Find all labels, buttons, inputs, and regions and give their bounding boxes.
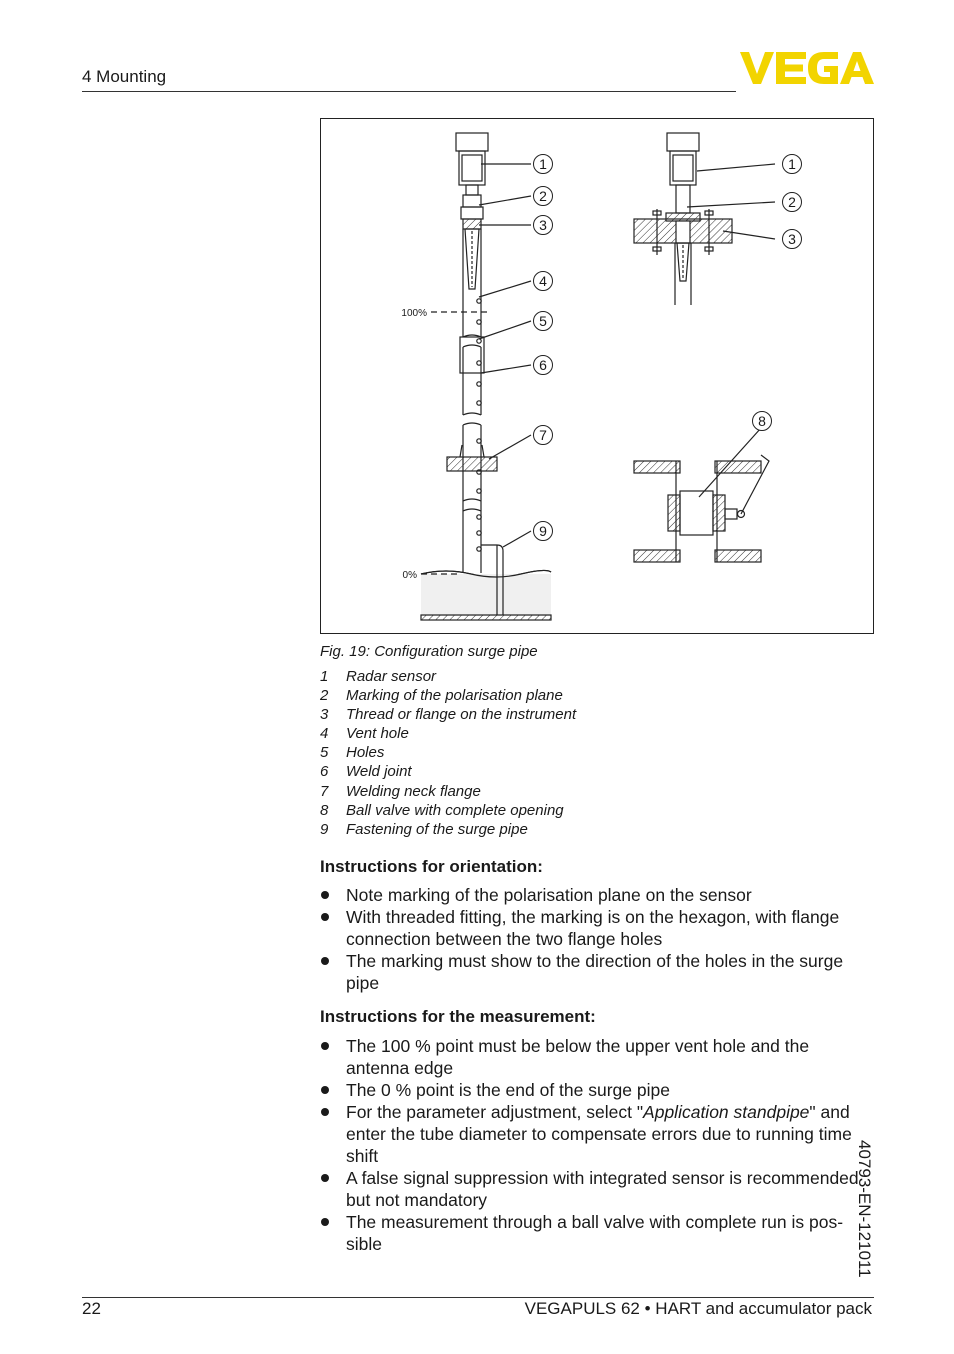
list-item: The 100 % point must be below the upper vent hole and the antenna edge [320, 1035, 860, 1079]
legend-text: Weld joint [346, 763, 412, 781]
application-name: Application standpipe [643, 1102, 810, 1122]
figure-caption: Fig. 19: Configuration surge pipe [320, 643, 538, 660]
callout-8: 8 [758, 413, 766, 429]
legend-text: Welding neck flange [346, 782, 481, 800]
label-0-percent: 0% [402, 570, 417, 581]
legend-num: 1 [320, 668, 329, 685]
figure-legend [320, 668, 576, 840]
surge-pipe-drawing [321, 119, 875, 635]
legend-item [320, 668, 576, 687]
document-id: 40793-EN-121011 [855, 1140, 874, 1278]
list-item: With threaded fitting, the marking is on the hexagon, with flange connection between the two flange holes [320, 906, 860, 950]
legend-item [320, 687, 576, 706]
legend-item [320, 802, 576, 821]
legend-num: 5 [320, 744, 329, 762]
legend-item [320, 763, 576, 782]
legend-num: 7 [320, 782, 329, 800]
list-item: A false signal suppression with integrated sensor is recommended but not mandatory [320, 1167, 860, 1211]
header-rule [82, 91, 736, 92]
callout-2: 2 [539, 188, 547, 204]
legend-text: Thread or flange on the instrument [346, 706, 577, 724]
callout-6: 6 [539, 357, 547, 373]
callout-3: 3 [539, 217, 547, 233]
legend-item [320, 725, 576, 744]
legend-num: 6 [320, 763, 329, 781]
vega-logo [740, 52, 874, 84]
section-title: 4 Mounting [82, 67, 167, 86]
list-item: The 0 % point is the end of the surge pipe [320, 1079, 860, 1101]
legend-num: 8 [320, 801, 329, 819]
legend-text: Holes [346, 744, 385, 762]
list-item-text: For the parameter adjustment, select "Application standpipe" and enter the tube diameter to compensate errors due to running time shift [346, 1102, 852, 1166]
measurement-heading: Instructions for the measurement: [320, 1007, 596, 1026]
callout-9: 9 [539, 523, 547, 539]
legend-num: 9 [320, 820, 329, 838]
callout-2-right: 2 [788, 194, 796, 210]
list-item: Note marking of the polarisation plane on the sensor [320, 884, 860, 906]
legend-item [320, 821, 576, 840]
legend-item [320, 744, 576, 763]
legend-text: Radar sensor [346, 668, 437, 685]
legend-text: Ball valve with complete opening [346, 801, 564, 819]
list-item: The marking must show to the direction of the holes in the surge pipe [320, 950, 860, 994]
legend-text: Vent hole [346, 725, 409, 743]
callout-5: 5 [539, 313, 547, 329]
callout-1-right: 1 [788, 156, 796, 172]
label-100-percent: 100% [401, 308, 427, 319]
list-item: The measurement through a ball valve with complete run is pos-sible [320, 1211, 860, 1255]
orientation-list [320, 884, 860, 994]
legend-text: Marking of the polarisation plane [346, 687, 563, 705]
legend-text: Fastening of the surge pipe [346, 820, 528, 838]
list-item [320, 1101, 860, 1167]
legend-num: 3 [320, 706, 329, 724]
page-number: 22 [82, 1299, 101, 1318]
orientation-heading: Instructions for orientation: [320, 857, 543, 876]
footer-title: VEGAPULS 62 • HART and accumulator pack [524, 1299, 872, 1318]
callout-1: 1 [539, 156, 547, 172]
legend-item [320, 706, 576, 725]
callout-7: 7 [539, 427, 547, 443]
legend-num: 2 [320, 687, 329, 705]
callout-3-right: 3 [788, 231, 796, 247]
footer-rule [82, 1297, 874, 1298]
legend-num: 4 [320, 725, 329, 743]
surge-pipe-figure [320, 118, 874, 634]
callout-4: 4 [539, 273, 547, 289]
measurement-list [320, 1035, 860, 1255]
legend-item [320, 783, 576, 802]
